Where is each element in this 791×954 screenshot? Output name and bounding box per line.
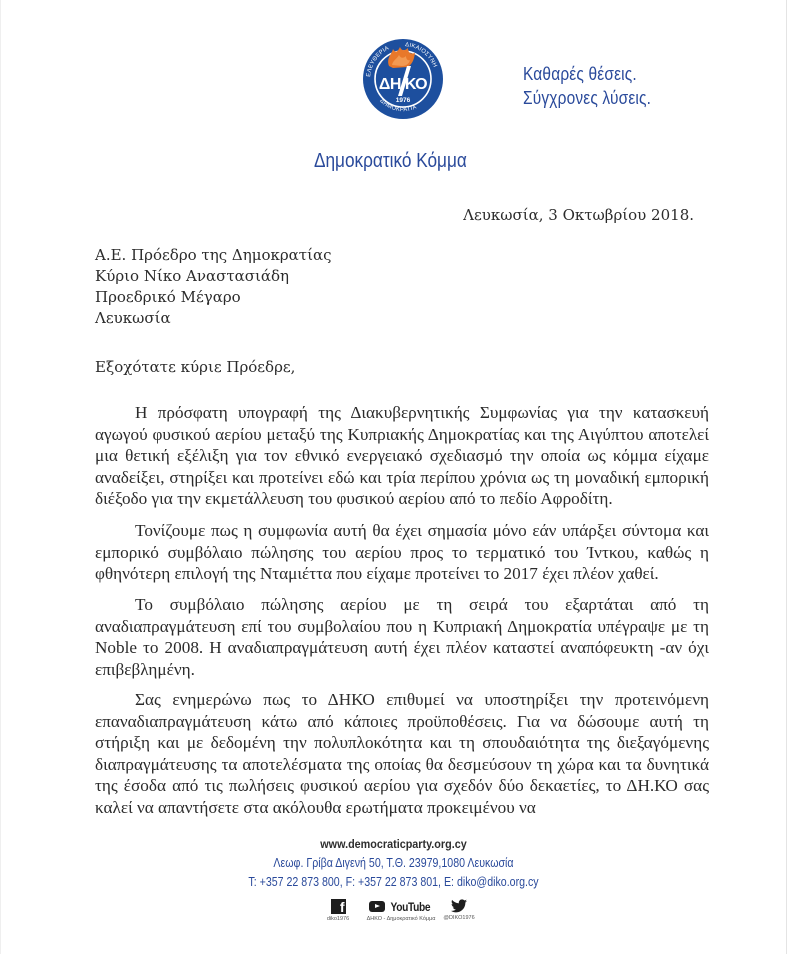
recipient-line: Προεδρικό Μέγαρο xyxy=(95,288,241,306)
party-logo xyxy=(362,38,444,120)
recipient-line: Α.Ε. Πρόεδρο της Δημοκρατίας xyxy=(95,246,332,264)
facebook-icon: f xyxy=(331,899,346,914)
recipient-line: Κύριο Νίκο Αναστασιάδη xyxy=(95,267,290,285)
paragraph-text: Σας ενημερώνω πως το ΔΗΚΟ επιθυμεί να υποστηρίξει την προτεινόμενη επαναδιαπραγμάτευση κάτω από κάποιες προϋποθέσεις. Για να δώσουμε αυτή τη στήριξη και με δεδομένη την πολυπλοκότητα και τη σπουδαιότητα της διεξαγόμενης διαπραγμάτευσης τα αποτελέσματα της οποίας θα δεσμεύσουν τη χώρα και τα δυνητικά της έσοδα από τις πωλήσεις φυσικού αερίου για σχεδόν δύο δεκαετίες, το ΔΗ.ΚΟ σας καλεί να απαντήσετε στα ακόλουθα ερωτήματα προκειμένου να xyxy=(95,690,709,817)
youtube-icon xyxy=(369,901,385,912)
social-label: diko1976 xyxy=(326,916,350,922)
party-name: Δημοκρατικό Κόμμα xyxy=(314,150,467,172)
social-facebook[interactable] xyxy=(323,899,353,922)
logo-ring-bottom: ΔΗΜΟΚΡΑΤΙΑ xyxy=(378,98,418,114)
party-tagline xyxy=(523,62,651,110)
social-label: @DIKO1976 xyxy=(443,915,475,921)
tagline-line: Καθαρές θέσεις. xyxy=(523,64,637,84)
footer-address: Λεωφ. Γρίβα Διγενή 50, Τ.Θ. 23979,1080 Λευκωσία xyxy=(273,856,514,870)
body-paragraph xyxy=(95,402,709,510)
paragraph-text: Η πρόσφατη υπογραφή της Διακυβερνητικής Συμφωνίας για την κατασκευή αγωγού φυσικού αερίου μεταξύ της Κυπριακής Δημοκρατίας και της Αιγύπτου αποτελεί μια θετική εξέλιξη για τον εθνικό ενεργειακό σχεδιασμό την οποία ως κόμμα είχαμε αναδείξει, στηρίξει και προτείνει εδώ και τρία περίπου χρόνια ως τη μοναδική εμπορική διέξοδο για την εκμετάλλευση του φυσικού αερίου από το πεδίο Αφροδίτη. xyxy=(95,403,709,509)
logo-year: 1976 xyxy=(395,97,411,104)
letter-date: Λευκωσία, 3 Οκτωβρίου 2018. xyxy=(463,206,694,224)
body-paragraph xyxy=(95,689,709,819)
paragraph-text: Το συμβόλαιο πώλησης αερίου με τη σειρά του εξαρτάται από τη αναδιαπραγμάτευση επί του συμβολαίου που η Κυπριακή Δημοκρατία υπέγραψε με τη Noble το 2008. Η αναδιαπραγμάτευση αυτή έχει πλέον καταστεί αναπόφευκτη -αν όχι επιβεβλημένη. xyxy=(95,595,709,679)
social-label: ΔΗΚΟ - Δημοκρατικό Κόμμα xyxy=(366,916,436,922)
body-paragraph xyxy=(95,520,709,585)
twitter-icon xyxy=(451,899,467,913)
youtube-wordmark: YouTube xyxy=(390,899,430,914)
social-youtube[interactable] xyxy=(366,899,436,922)
body-paragraph xyxy=(95,594,709,680)
footer-website[interactable]: www.democraticparty.org.cy xyxy=(320,837,467,851)
social-twitter[interactable] xyxy=(441,899,477,921)
paragraph-text: Τονίζουμε πως η συμφωνία αυτή θα έχει σημασία μόνο εάν υπάρξει σύντομα και εμπορικό συμβόλαιο πώλησης του αερίου προς το τερματικό του Ίντκου, καθώς η φθηνότερη επιλογή της Νταμιέττα που είχαμε προτείνει το 2017 έχει πλέον χαθεί. xyxy=(95,521,709,584)
recipient-line: Λευκωσία xyxy=(95,309,171,327)
logo-monogram: ΔΗ ΚΟ xyxy=(378,76,428,93)
dhko-party-logo-icon xyxy=(362,38,444,120)
recipient-address xyxy=(95,245,332,329)
logo-ring-left: ΕΛΕΥΘΕΡΙΑ xyxy=(366,45,391,78)
footer-contact: Τ: +357 22 873 800, F: +357 22 873 801, E: diko@diko.org.cy xyxy=(248,875,539,889)
tagline-line: Σύγχρονες λύσεις. xyxy=(523,88,652,108)
salutation: Εξοχότατε κύριε Πρόεδρε, xyxy=(95,358,296,376)
logo-ring-top: ΔΙΚΑΙΟΣΥΝΗ xyxy=(404,42,438,69)
